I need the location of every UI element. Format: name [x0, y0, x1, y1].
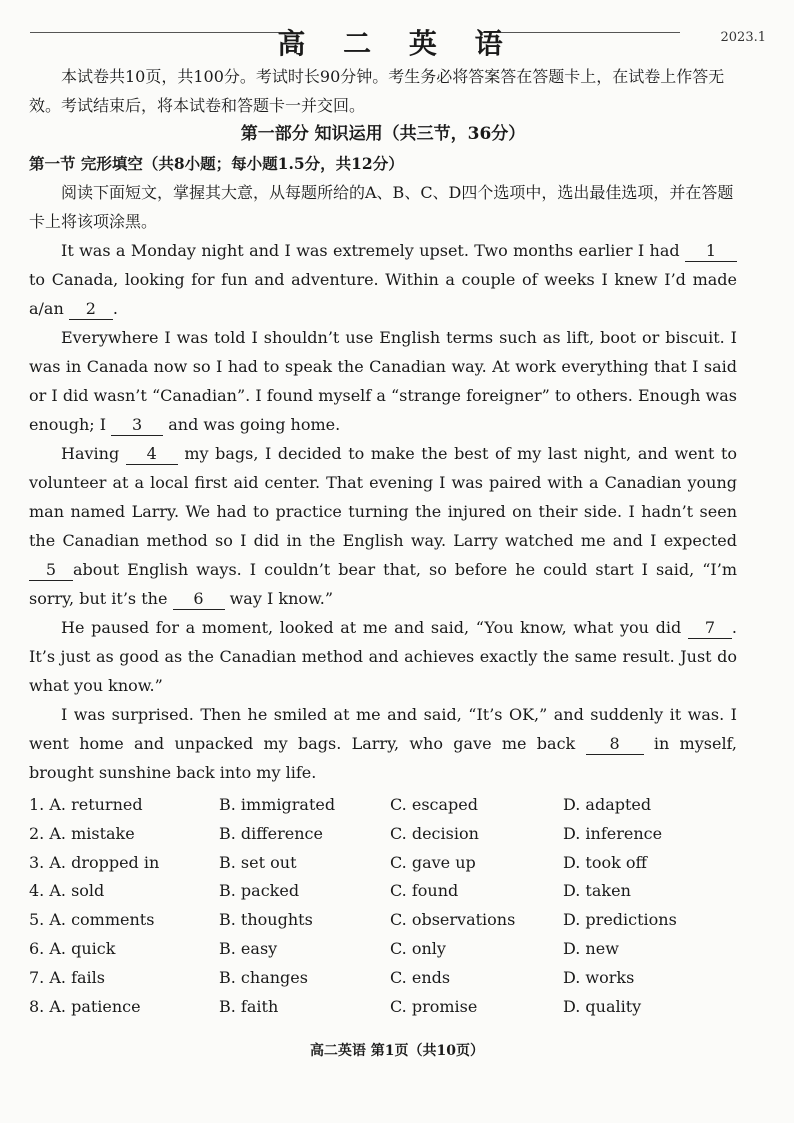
- passage-text: to Canada, looking for fun and adventure. Within a couple of weeks I knew I’d made a/an: [29, 270, 737, 318]
- option-row-2: [29, 820, 737, 849]
- exam-page: [29, 62, 737, 1021]
- option-c: C. ends: [390, 967, 451, 987]
- passage-text: way I know.”: [224, 589, 334, 608]
- option-a: 1. A. returned: [29, 795, 143, 814]
- option-a: 8. A. patience: [29, 996, 141, 1016]
- option-a: 3. A. dropped in: [29, 852, 160, 872]
- passage-paragraph-3: [29, 439, 737, 613]
- passage-paragraph-4: [29, 613, 737, 700]
- option-c: C. escaped: [390, 795, 478, 814]
- passage-text: .: [112, 299, 118, 318]
- option-a: 7. A. fails: [29, 967, 105, 987]
- option-a: 5. A. comments: [29, 910, 155, 930]
- option-row-8: [29, 993, 737, 1022]
- option-b: B. faith: [219, 996, 279, 1016]
- option-d: D. adapted: [563, 795, 652, 814]
- option-b: B. packed: [219, 881, 300, 901]
- section-directions: 阅读下面短文，掌握其大意，从每题所给的A、B、C、D四个选项中，选出最佳选项，并在答题卡上将该项涂黑。: [29, 183, 734, 231]
- option-row-1: [29, 791, 737, 820]
- option-b: B. easy: [219, 938, 278, 958]
- option-d: D. inference: [563, 823, 663, 843]
- blank-3: 3: [111, 415, 163, 436]
- option-b: B. changes: [219, 967, 308, 987]
- blank-6: 6: [173, 589, 225, 610]
- option-row-6: [29, 935, 737, 964]
- page-title: 高 二 英 语: [277, 27, 517, 60]
- answer-options: [29, 791, 737, 1021]
- passage-text: . It’s just as good as the Canadian method and achieves exactly the same result. Just do what you know.”: [29, 618, 737, 695]
- passage-text: I was surprised. Then he smiled at me and said, “It’s OK,” and suddenly it was. I went home and unpacked my bags. Larry, who gave me back: [29, 705, 737, 753]
- option-c: C. promise: [390, 996, 478, 1016]
- option-b: B. immigrated: [219, 795, 336, 814]
- option-c: C. observations: [390, 910, 516, 930]
- passage-text: It was a Monday night and I was extremely upset. Two months earlier I had: [61, 241, 685, 260]
- exam-instructions: 本试卷共10页，共100分。考试时长90分钟。考生务必将答案答在答题卡上，在试卷上作答无效。考试结束后，将本试卷和答题卡一并交回。: [29, 67, 725, 115]
- blank-1: 1: [685, 241, 737, 262]
- blank-2: 2: [69, 299, 113, 320]
- date-stamp: 2023.1: [720, 30, 766, 45]
- option-d: D. took off: [563, 852, 647, 872]
- passage-text: Having: [61, 444, 126, 463]
- passage-text: He paused for a moment, looked at me and said, “You know, what you did: [61, 618, 688, 637]
- passage-text: my bags, I decided to make the best of my last night, and went to volunteer at a local first aid center. That evening I was paired with a Canadian young man named Larry. We had to practice turning the injured on their side. I hadn’t seen the Canadian method so I did in the English way. Larry watched me and I expected: [29, 444, 737, 550]
- passage-text: about English ways. I couldn’t bear that, so before he could start I said, “I’m sorry, but it’s the: [29, 560, 737, 608]
- passage-text: in myself, brought sunshine back into my life.: [29, 734, 737, 782]
- option-c: C. decision: [390, 823, 479, 843]
- option-d: D. quality: [563, 996, 642, 1016]
- option-b: B. difference: [219, 823, 323, 843]
- passage-paragraph-1: [29, 236, 737, 323]
- option-row-4: [29, 877, 737, 906]
- blank-8: 8: [586, 734, 644, 755]
- option-row-5: [29, 906, 737, 935]
- option-d: D. predictions: [563, 910, 677, 930]
- option-c: C. only: [390, 938, 446, 958]
- option-a: 2. A. mistake: [29, 823, 135, 843]
- passage-text: and was going home.: [163, 415, 341, 434]
- option-d: D. taken: [563, 881, 631, 901]
- passage-paragraph-5: [29, 700, 737, 787]
- option-b: B. thoughts: [219, 910, 313, 930]
- option-a: 6. A. quick: [29, 938, 116, 958]
- section-one-title: 第一节 完形填空（共8小题；每小题1.5分，共12分）: [29, 154, 404, 173]
- option-b: B. set out: [219, 852, 297, 872]
- passage-text: Everywhere I was told I shouldn’t use English terms such as lift, boot or biscuit. I was in Canada now so I had to speak the Canadian way. At work everything that I said or I did wasn’t “Canadian”. I found myself a “strange foreigner” to others. Enough was enough; I: [29, 328, 737, 434]
- option-row-3: [29, 849, 737, 878]
- blank-4: 4: [126, 444, 178, 465]
- option-c: C. found: [390, 881, 459, 901]
- passage-paragraph-2: [29, 323, 737, 439]
- option-d: D. new: [563, 938, 619, 958]
- blank-5: 5: [29, 560, 73, 581]
- page-footer: 高二英语 第1页（共10页）: [309, 1043, 485, 1059]
- blank-7: 7: [688, 618, 732, 639]
- option-row-7: [29, 964, 737, 993]
- option-d: D. works: [563, 967, 635, 987]
- part-one-title: 第一部分 知识运用（共三节，36分）: [240, 124, 526, 144]
- option-a: 4. A. sold: [29, 881, 105, 901]
- option-c: C. gave up: [390, 852, 476, 872]
